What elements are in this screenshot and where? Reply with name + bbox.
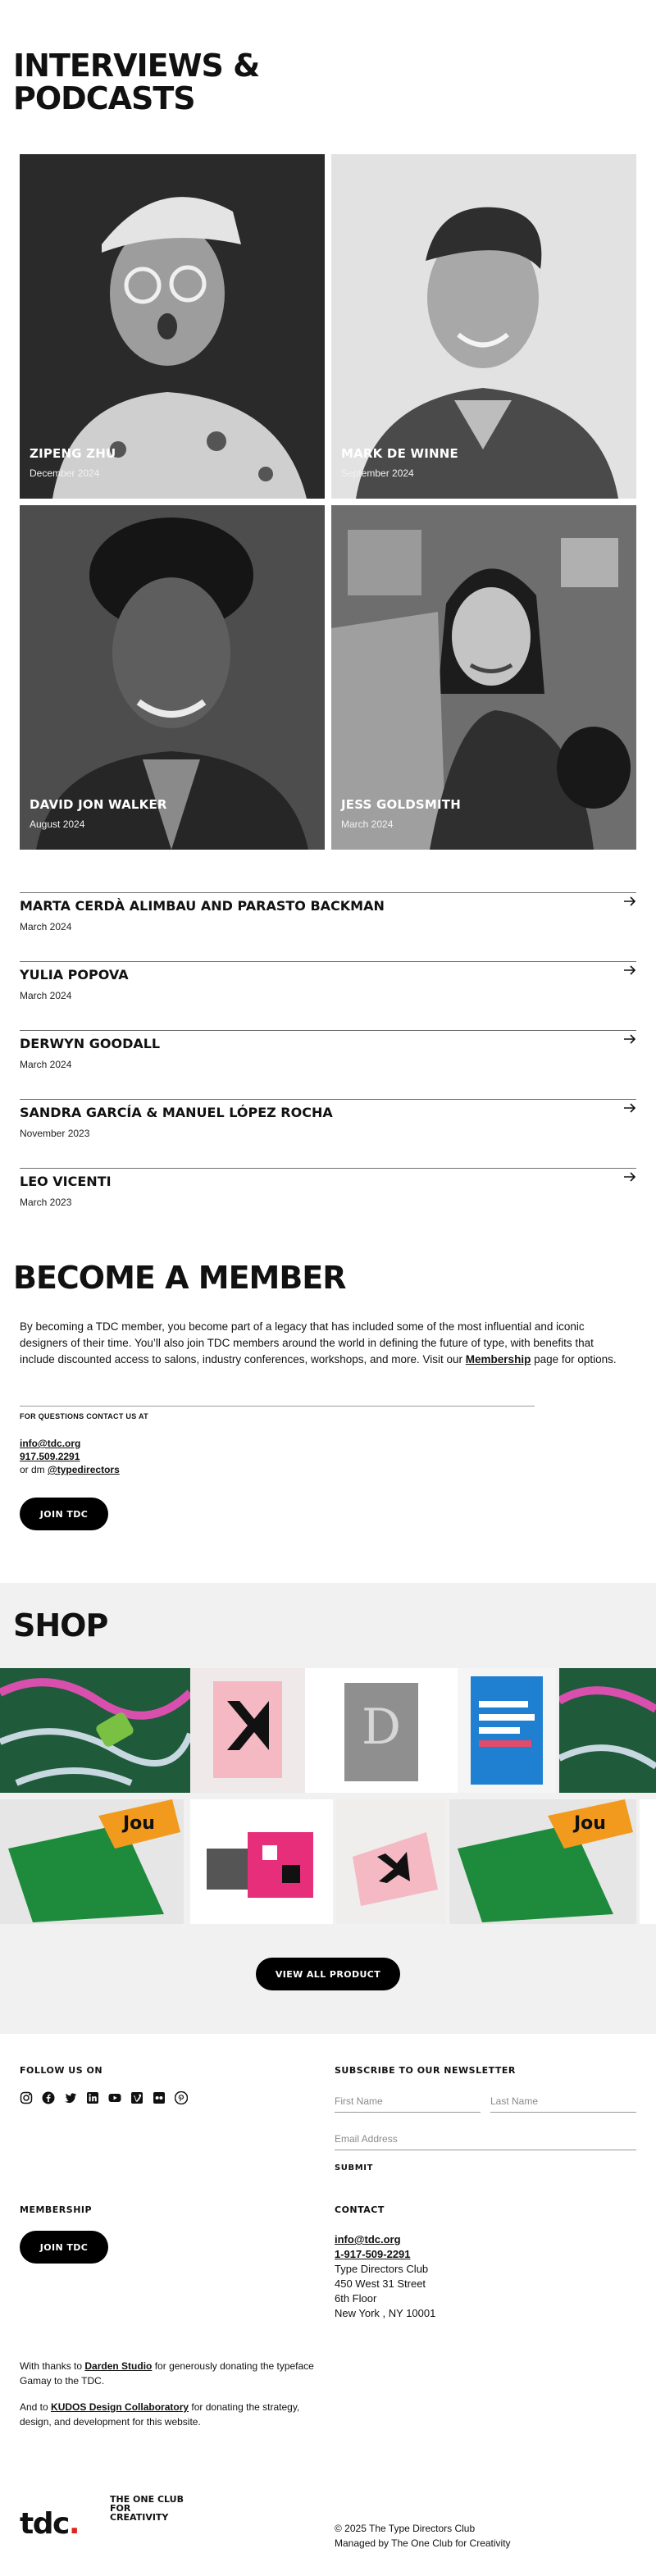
page-title: INTERVIEWS & PODCASTS [13,48,260,116]
follow-label: FOLLOW US ON [20,2065,103,2076]
list-item[interactable] [20,961,636,1030]
join-tdc-button[interactable]: JOIN TDC [20,1498,108,1530]
product-image[interactable] [640,1799,656,1924]
interview-list [20,892,636,1237]
pinterest-icon[interactable] [175,2091,188,2104]
interview-name: JESS GOLDSMITH [341,797,461,812]
product-image[interactable] [458,1668,556,1793]
copyright-text: © 2025 The Type Directors Club [335,2523,476,2534]
membership-link[interactable]: Membership [465,1353,531,1366]
last-name-input[interactable] [490,2094,636,2112]
contact-label: CONTACT [335,2204,385,2215]
shop-section [0,1583,656,2034]
arrow-right-icon[interactable] [623,895,636,908]
credit-text: With thanks to [20,2360,85,2372]
instagram-handle-link[interactable]: @typedirectors [48,1464,120,1475]
list-item[interactable] [20,1030,636,1099]
svg-text:Jou: Jou [574,1813,606,1834]
interview-date: March 2024 [20,990,72,1001]
address-line: Type Directors Club [335,2263,429,2275]
flickr-icon[interactable] [153,2091,166,2104]
product-image[interactable] [0,1668,190,1793]
product-image[interactable] [336,1799,446,1924]
interview-name: MARTA CERDÀ ALIMBAU AND PARASTO BACKMAN [20,898,385,914]
interview-name: MARK DE WINNE [341,446,458,461]
questions-label: FOR QUESTIONS CONTACT US AT [20,1412,148,1420]
interview-name: ZIPENG ZHU [30,446,116,461]
first-name-input[interactable] [335,2094,481,2112]
list-item[interactable] [20,892,636,961]
interview-name: DERWYN GOODALL [20,1036,161,1051]
first-name-field[interactable] [335,2094,481,2113]
interview-date: August 2024 [30,818,85,830]
interview-card-david-jon-walker[interactable] [20,505,325,850]
tdc-logo[interactable] [20,2508,79,2541]
copyright [335,2521,511,2551]
arrow-right-icon[interactable] [623,1101,636,1115]
svg-text:D: D [361,1698,402,1756]
arrow-right-icon[interactable] [623,1033,636,1046]
footer-email-link[interactable]: info@tdc.org [335,2233,401,2245]
arrow-right-icon[interactable] [623,1170,636,1183]
youtube-icon[interactable] [108,2091,121,2104]
vimeo-icon[interactable] [130,2091,144,2104]
member-section-title: BECOME A MEMBER [13,1260,346,1296]
tdc-logo-text: tdc [20,2507,69,2541]
featured-interviews-grid [20,154,636,850]
darden-studio-link[interactable]: Darden Studio [84,2360,153,2372]
interview-name: YULIA POPOVA [20,967,129,983]
phone-link[interactable]: 917.509.2291 [20,1451,80,1462]
interview-date: March 2023 [20,1197,72,1208]
list-item[interactable] [20,1168,636,1237]
interview-date: September 2024 [341,467,414,479]
credit-darden [20,2359,315,2388]
interview-card-jess-goldsmith[interactable] [331,505,636,850]
linkedin-icon[interactable] [86,2091,99,2104]
membership-label: MEMBERSHIP [20,2204,93,2215]
view-all-product-button[interactable]: VIEW ALL PRODUCT [256,1958,400,1990]
twitter-icon[interactable] [64,2091,77,2104]
tdc-logo-dot: . [68,2507,80,2541]
address-line: 450 West 31 Street [335,2277,426,2290]
facebook-icon[interactable] [42,2091,55,2104]
interview-name: SANDRA GARCÍA & MANUEL LÓPEZ ROCHA [20,1105,333,1120]
product-image[interactable] [190,1668,305,1793]
product-image[interactable] [559,1668,656,1793]
interview-name: DAVID JON WALKER [30,797,167,812]
product-image[interactable] [190,1799,333,1924]
interview-card-zipeng-zhu[interactable] [20,154,325,499]
member-text-part: By becoming a TDC member, you become part of a legacy that has included some of the most influential and iconic designers of their time. You’ll also join TDC members around the world in defining the future of type, with benefits that include discounted access to salons, industry conferences, workshops, and more. Visit our [20,1320,594,1366]
footer-join-tdc-button[interactable]: JOIN TDC [20,2231,108,2264]
shop-title: SHOP [13,1607,108,1644]
interview-date: March 2024 [20,921,72,932]
interview-date: March 2024 [341,818,394,830]
interview-name: LEO VICENTI [20,1174,112,1189]
address-line: New York , NY 10001 [335,2307,436,2319]
list-item[interactable] [20,1099,636,1168]
last-name-field[interactable] [490,2094,636,2113]
credit-text: And to [20,2401,52,2413]
divider [20,1406,535,1407]
contact-details [335,2232,435,2321]
svg-text:Jou: Jou [123,1813,155,1834]
dm-prefix: or dm [20,1464,48,1475]
kudos-link[interactable]: KUDOS Design Collaboratory [51,2401,189,2413]
one-club-logo[interactable]: THE ONE CLUB FOR CREATIVITY [110,2494,184,2523]
managed-by-text: Managed by The One Club for Creativity [335,2537,511,2549]
credit-kudos [20,2400,315,2429]
social-icons [20,2091,188,2104]
product-image[interactable] [0,1799,184,1924]
email-field[interactable] [335,2131,636,2150]
member-text-part: page for options. [531,1353,617,1366]
interview-card-mark-de-winne[interactable] [331,154,636,499]
credit-text: for generously donating the typeface Gamay to the TDC. [20,2360,314,2387]
credit-text: for donating the strategy, design, and development for this website. [20,2401,300,2428]
interview-date: March 2024 [20,1059,72,1070]
interview-date: December 2024 [30,467,100,479]
member-contact [20,1437,120,1476]
member-description [20,1319,618,1368]
product-image[interactable] [449,1799,636,1924]
email-link[interactable]: info@tdc.org [20,1438,81,1449]
footer-phone-link[interactable]: 1-917-509-2291 [335,2248,411,2260]
product-image[interactable] [305,1668,458,1793]
arrow-right-icon[interactable] [623,964,636,977]
address-line: 6th Floor [335,2292,377,2305]
newsletter-label: SUBSCRIBE TO OUR NEWSLETTER [335,2065,516,2076]
interview-date: November 2023 [20,1128,90,1139]
submit-button[interactable]: SUBMIT [335,2163,374,2173]
email-input[interactable] [335,2131,636,2150]
instagram-icon[interactable] [20,2091,33,2104]
